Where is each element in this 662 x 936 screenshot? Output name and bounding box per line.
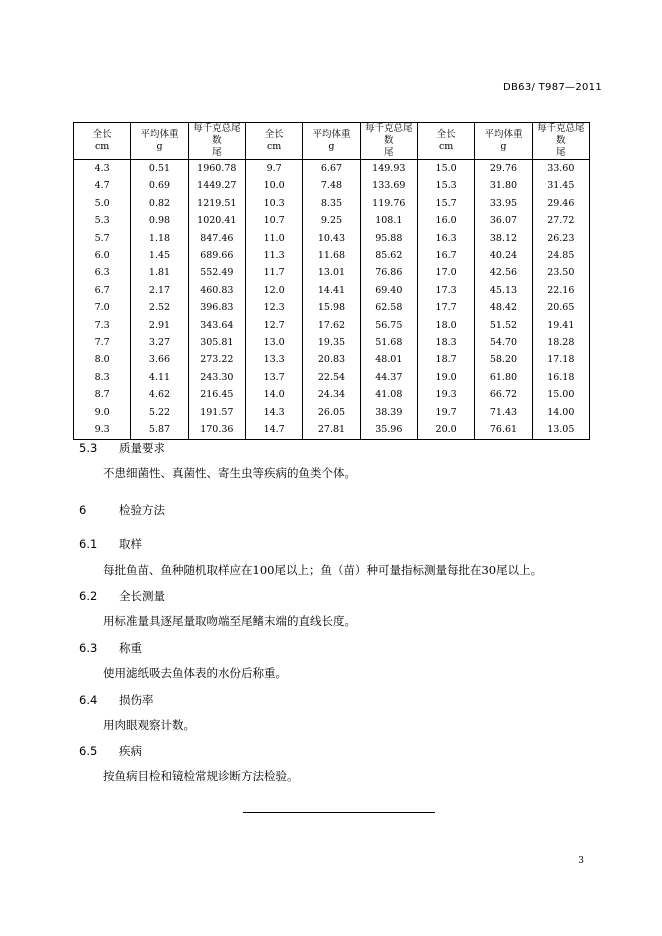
table-cell: 15.3 <box>417 177 474 194</box>
table-cell: 17.3 <box>417 282 474 299</box>
table-cell: 10.7 <box>245 212 302 229</box>
table-cell: 149.93 <box>360 160 417 178</box>
table-row <box>74 212 590 229</box>
table-cell: 396.83 <box>188 299 245 316</box>
table-cell: 11.3 <box>245 247 302 264</box>
table-cell: 17.62 <box>303 317 360 334</box>
table-cell: 31.45 <box>532 177 589 194</box>
table-cell: 2.52 <box>131 299 188 316</box>
table-row <box>74 386 590 403</box>
table-cell: 119.76 <box>360 195 417 212</box>
table-cell: 216.45 <box>188 386 245 403</box>
col-header: 每千克总尾数 尾 <box>532 123 589 160</box>
table-cell: 27.72 <box>532 212 589 229</box>
table-cell: 20.65 <box>532 299 589 316</box>
table-cell: 8.3 <box>74 369 131 386</box>
table-cell: 12.0 <box>245 282 302 299</box>
table-cell: 13.7 <box>245 369 302 386</box>
table-cell: 305.81 <box>188 334 245 351</box>
table-cell: 5.0 <box>74 195 131 212</box>
table-cell: 13.05 <box>532 421 589 439</box>
table-row <box>74 299 590 316</box>
table-cell: 6.0 <box>74 247 131 264</box>
table-cell: 76.86 <box>360 264 417 281</box>
table-cell: 51.52 <box>475 317 532 334</box>
col-header: 平均体重 g <box>131 123 188 160</box>
table-cell: 20.0 <box>417 421 474 439</box>
table-cell: 460.83 <box>188 282 245 299</box>
table-cell: 12.7 <box>245 317 302 334</box>
table-cell: 14.00 <box>532 404 589 421</box>
table-cell: 7.7 <box>74 334 131 351</box>
table-cell: 1020.41 <box>188 212 245 229</box>
section-text-5-3: 不患细菌性、真菌性、寄生虫等疾病的鱼类个体。 <box>103 466 356 480</box>
table-cell: 0.82 <box>131 195 188 212</box>
table-cell: 36.07 <box>475 212 532 229</box>
table-cell: 15.7 <box>417 195 474 212</box>
table-cell: 33.60 <box>532 160 589 178</box>
table-cell: 1960.78 <box>188 160 245 178</box>
table-row <box>74 247 590 264</box>
table-cell: 4.62 <box>131 386 188 403</box>
col-header: 平均体重 g <box>303 123 360 160</box>
table-cell: 5.3 <box>74 212 131 229</box>
table-cell: 11.68 <box>303 247 360 264</box>
table-cell: 6.7 <box>74 282 131 299</box>
table-cell: 76.61 <box>475 421 532 439</box>
section-heading-6-5: 6.5 疾病 <box>79 744 142 758</box>
table-cell: 14.3 <box>245 404 302 421</box>
table-cell: 12.3 <box>245 299 302 316</box>
col-header: 每千克总尾数 尾 <box>360 123 417 160</box>
table-cell: 95.88 <box>360 230 417 247</box>
table-cell: 3.27 <box>131 334 188 351</box>
table-cell: 38.39 <box>360 404 417 421</box>
table-cell: 9.0 <box>74 404 131 421</box>
table-cell: 0.51 <box>131 160 188 178</box>
table-row <box>74 351 590 368</box>
table-cell: 14.0 <box>245 386 302 403</box>
table-cell: 24.34 <box>303 386 360 403</box>
table-cell: 61.80 <box>475 369 532 386</box>
table-cell: 58.20 <box>475 351 532 368</box>
section-heading-6-4: 6.4 损伤率 <box>79 693 154 707</box>
table-cell: 11.0 <box>245 230 302 247</box>
table-cell: 2.91 <box>131 317 188 334</box>
section-heading-6-2: 6.2 全长测量 <box>79 589 165 603</box>
table-cell: 7.48 <box>303 177 360 194</box>
table-cell: 0.98 <box>131 212 188 229</box>
table-row <box>74 264 590 281</box>
col-header: 全长 cm <box>74 123 131 160</box>
table-cell: 170.36 <box>188 421 245 439</box>
table-cell: 51.68 <box>360 334 417 351</box>
table-cell: 66.72 <box>475 386 532 403</box>
table-cell: 14.7 <box>245 421 302 439</box>
section-text-6-5: 按鱼病目检和镜检常规诊断方法检验。 <box>103 769 299 783</box>
table-cell: 1.18 <box>131 230 188 247</box>
end-of-document-rule <box>243 812 435 813</box>
table-cell: 1.81 <box>131 264 188 281</box>
table-cell: 18.0 <box>417 317 474 334</box>
table-cell: 19.35 <box>303 334 360 351</box>
table-cell: 29.46 <box>532 195 589 212</box>
table-cell: 26.23 <box>532 230 589 247</box>
table-cell: 16.0 <box>417 212 474 229</box>
table-cell: 22.54 <box>303 369 360 386</box>
table-cell: 85.62 <box>360 247 417 264</box>
table-cell: 689.66 <box>188 247 245 264</box>
table-cell: 7.3 <box>74 317 131 334</box>
table-cell: 1.45 <box>131 247 188 264</box>
table-cell: 847.46 <box>188 230 245 247</box>
table-cell: 5.7 <box>74 230 131 247</box>
length-weight-table <box>73 122 590 440</box>
table-cell: 16.7 <box>417 247 474 264</box>
table-cell: 40.24 <box>475 247 532 264</box>
table-cell: 48.42 <box>475 299 532 316</box>
table-cell: 71.43 <box>475 404 532 421</box>
table-cell: 2.17 <box>131 282 188 299</box>
table-cell: 15.98 <box>303 299 360 316</box>
table-cell: 14.41 <box>303 282 360 299</box>
table-cell: 13.01 <box>303 264 360 281</box>
table-cell: 3.66 <box>131 351 188 368</box>
table-cell: 11.7 <box>245 264 302 281</box>
table-cell: 29.76 <box>475 160 532 178</box>
table-row <box>74 334 590 351</box>
table-cell: 6.67 <box>303 160 360 178</box>
table-cell: 4.7 <box>74 177 131 194</box>
table-cell: 4.3 <box>74 160 131 178</box>
table-cell: 27.81 <box>303 421 360 439</box>
table-cell: 18.7 <box>417 351 474 368</box>
table-cell: 17.0 <box>417 264 474 281</box>
table-row <box>74 404 590 421</box>
table-cell: 16.3 <box>417 230 474 247</box>
col-header: 每千克总尾数 尾 <box>188 123 245 160</box>
table-cell: 17.18 <box>532 351 589 368</box>
table-cell: 26.05 <box>303 404 360 421</box>
table-cell: 9.3 <box>74 421 131 439</box>
table-row <box>74 177 590 194</box>
section-heading-6: 6 检验方法 <box>79 503 165 517</box>
col-header: 平均体重 g <box>475 123 532 160</box>
table-cell: 44.37 <box>360 369 417 386</box>
table-cell: 1219.51 <box>188 195 245 212</box>
table-cell: 1449.27 <box>188 177 245 194</box>
table-cell: 5.87 <box>131 421 188 439</box>
section-text-6-4: 用肉眼观察计数。 <box>103 718 195 732</box>
table-cell: 273.22 <box>188 351 245 368</box>
section-heading-6-3: 6.3 称重 <box>79 641 142 655</box>
table-cell: 56.75 <box>360 317 417 334</box>
table-cell: 343.64 <box>188 317 245 334</box>
table-cell: 133.69 <box>360 177 417 194</box>
table-cell: 4.11 <box>131 369 188 386</box>
table-row <box>74 421 590 439</box>
page-number: 3 <box>578 856 584 866</box>
table-header-row <box>74 123 590 160</box>
table-row <box>74 160 590 178</box>
table-cell: 35.96 <box>360 421 417 439</box>
table-cell: 69.40 <box>360 282 417 299</box>
table-cell: 15.00 <box>532 386 589 403</box>
table-cell: 15.0 <box>417 160 474 178</box>
table-cell: 19.41 <box>532 317 589 334</box>
section-text-6-1: 每批鱼苗、鱼种随机取样应在100尾以上；鱼（苗）种可量指标测量每批在30尾以上。 <box>103 563 543 577</box>
table-cell: 13.3 <box>245 351 302 368</box>
table-cell: 18.3 <box>417 334 474 351</box>
table-cell: 13.0 <box>245 334 302 351</box>
table-cell: 18.28 <box>532 334 589 351</box>
table-cell: 45.13 <box>475 282 532 299</box>
table-cell: 22.16 <box>532 282 589 299</box>
table-cell: 42.56 <box>475 264 532 281</box>
table-cell: 6.3 <box>74 264 131 281</box>
table-cell: 24.85 <box>532 247 589 264</box>
table-cell: 38.12 <box>475 230 532 247</box>
col-header: 全长 cm <box>245 123 302 160</box>
table-cell: 54.70 <box>475 334 532 351</box>
table-cell: 31.80 <box>475 177 532 194</box>
table-cell: 62.58 <box>360 299 417 316</box>
table-body <box>74 160 590 440</box>
table-cell: 10.0 <box>245 177 302 194</box>
table-cell: 5.22 <box>131 404 188 421</box>
table-cell: 10.43 <box>303 230 360 247</box>
section-text-6-2: 用标准量具逐尾量取吻端至尾鳍末端的直线长度。 <box>103 614 356 628</box>
table-cell: 20.83 <box>303 351 360 368</box>
section-heading-6-1: 6.1 取样 <box>79 537 142 551</box>
table-cell: 8.0 <box>74 351 131 368</box>
table-cell: 243.30 <box>188 369 245 386</box>
table-cell: 17.7 <box>417 299 474 316</box>
section-text-6-3: 使用滤纸吸去鱼体表的水份后称重。 <box>103 666 287 680</box>
col-header: 全长 cm <box>417 123 474 160</box>
table-cell: 0.69 <box>131 177 188 194</box>
table-cell: 16.18 <box>532 369 589 386</box>
table-cell: 8.7 <box>74 386 131 403</box>
table-cell: 7.0 <box>74 299 131 316</box>
table-cell: 41.08 <box>360 386 417 403</box>
table-cell: 9.7 <box>245 160 302 178</box>
table-cell: 23.50 <box>532 264 589 281</box>
section-heading-5-3: 5.3 质量要求 <box>79 441 165 455</box>
table-cell: 19.7 <box>417 404 474 421</box>
table-cell: 191.57 <box>188 404 245 421</box>
table-cell: 108.1 <box>360 212 417 229</box>
table-cell: 8.35 <box>303 195 360 212</box>
table-cell: 552.49 <box>188 264 245 281</box>
table-cell: 19.0 <box>417 369 474 386</box>
table-cell: 10.3 <box>245 195 302 212</box>
standard-code: DB63/ T987—2011 <box>503 82 602 93</box>
table-row <box>74 282 590 299</box>
table-row <box>74 317 590 334</box>
table-row <box>74 195 590 212</box>
table-row <box>74 369 590 386</box>
table-cell: 9.25 <box>303 212 360 229</box>
table-cell: 33.95 <box>475 195 532 212</box>
table-row <box>74 230 590 247</box>
table-cell: 19.3 <box>417 386 474 403</box>
table-cell: 48.01 <box>360 351 417 368</box>
